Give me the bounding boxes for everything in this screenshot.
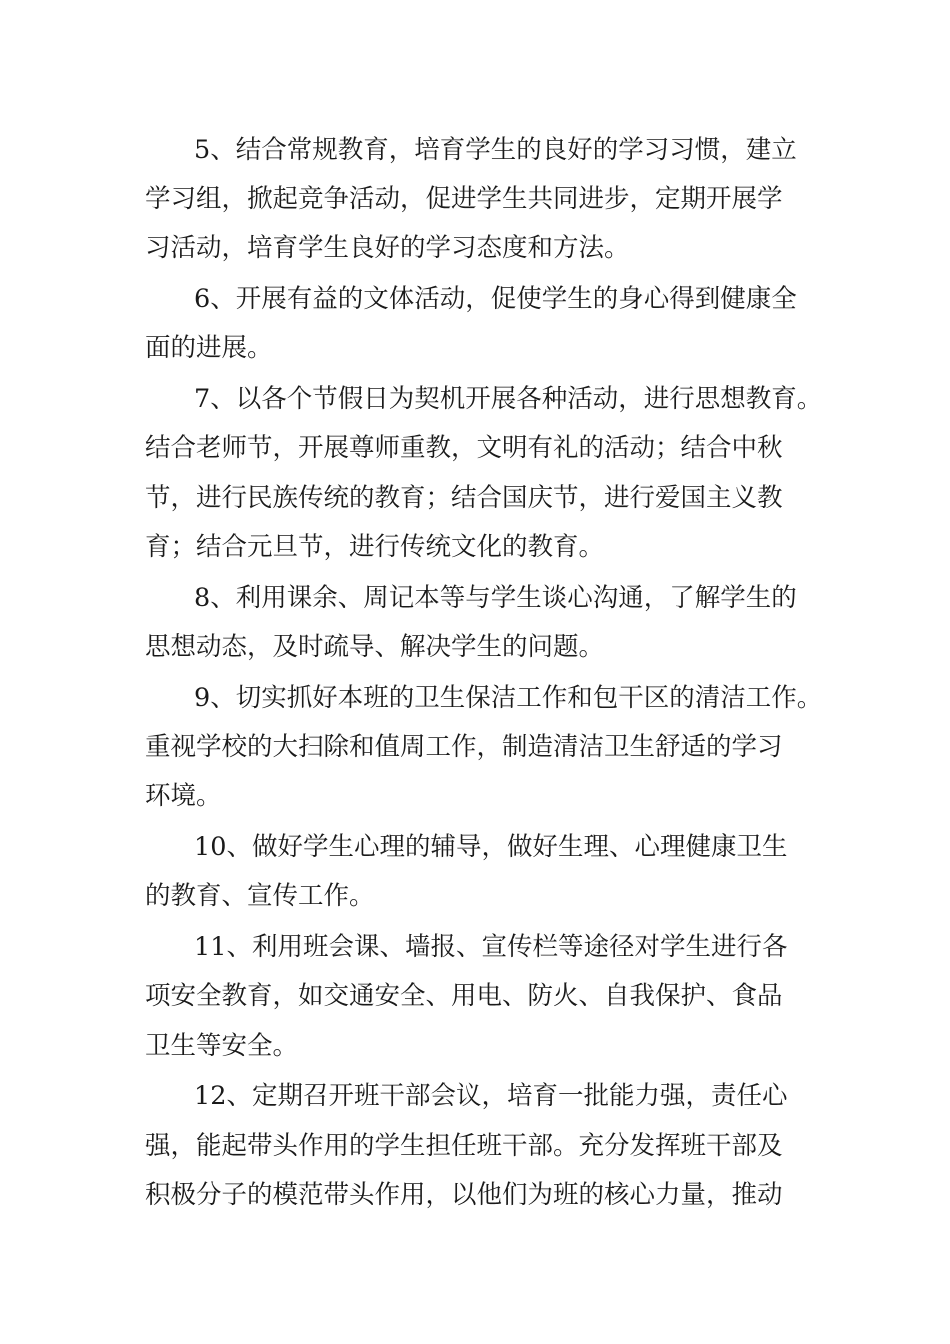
text-line: 面的进展。 (145, 333, 273, 363)
text-line: 11、利用班会课、墙报、宣传栏等途径对学生进行各 (194, 932, 788, 962)
text-line: 12、定期召开班干部会议，培育一批能力强，责任心 (194, 1081, 788, 1111)
text-line: 节，进行民族传统的教育；结合国庆节，进行爱国主义教 (145, 483, 783, 513)
text-line: 7、以各个节假日为契机开展各种活动，进行思想教育。 (194, 384, 823, 414)
text-line: 强，能起带头作用的学生担任班干部。充分发挥班干部及 (145, 1131, 783, 1161)
text-line: 项安全教育，如交通安全、用电、防火、自我保护、食品 (145, 981, 783, 1011)
text-line: 结合老师节，开展尊师重教，文明有礼的活动；结合中秋 (145, 433, 783, 463)
text-line: 6、开展有益的文体活动，促使学生的身心得到健康全 (194, 284, 797, 314)
text-line: 5、结合常规教育，培育学生的良好的学习习惯，建立 (194, 135, 797, 165)
text-line: 学习组，掀起竞争活动，促进学生共同进步，定期开展学 (145, 184, 783, 214)
text-line: 积极分子的模范带头作用，以他们为班的核心力量，推动 (145, 1180, 783, 1210)
text-line: 9、切实抓好本班的卫生保洁工作和包干区的清洁工作。 (194, 683, 823, 713)
text-line: 卫生等安全。 (145, 1031, 299, 1061)
text-line: 10、做好学生心理的辅导，做好生理、心理健康卫生 (194, 832, 788, 862)
text-line: 的教育、宣传工作。 (145, 881, 375, 911)
text-line: 环境。 (145, 781, 222, 811)
text-line: 重视学校的大扫除和值周工作，制造清洁卫生舒适的学习 (145, 732, 783, 762)
text-line: 育；结合元旦节，进行传统文化的教育。 (145, 532, 605, 562)
text-line: 习活动，培育学生良好的学习态度和方法。 (145, 233, 630, 263)
text-line: 8、利用课余、周记本等与学生谈心沟通，了解学生的 (194, 583, 797, 613)
text-line: 思想动态，及时疏导、解决学生的问题。 (145, 632, 605, 662)
